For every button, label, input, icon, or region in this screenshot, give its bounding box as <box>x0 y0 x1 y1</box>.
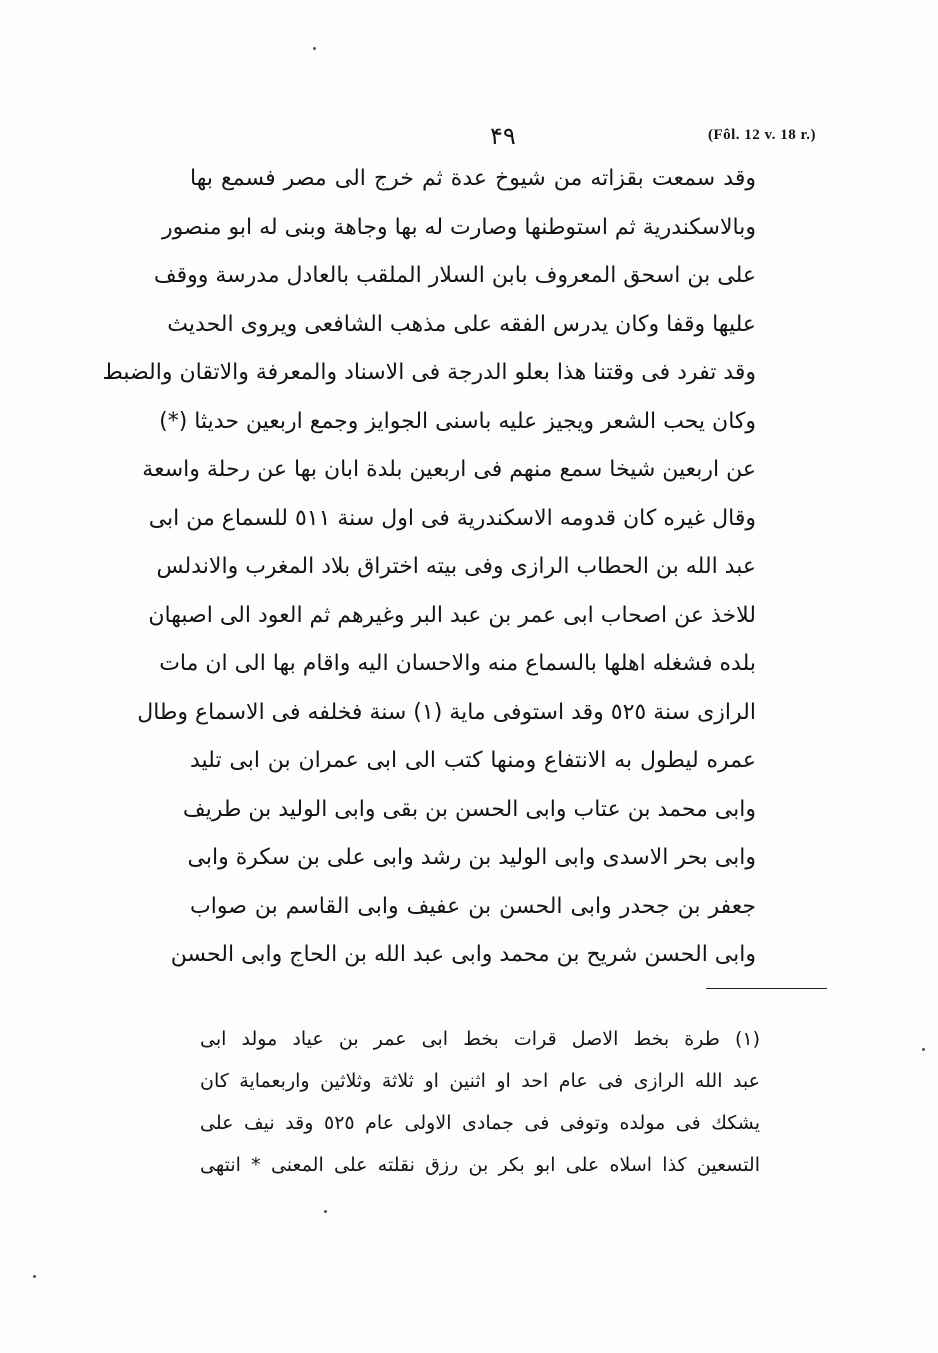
page-number: ۴۹ <box>490 122 516 150</box>
paper-speck <box>324 1210 327 1213</box>
text-line: وابى بحر الاسدى وابى الوليد بن رشد وابى على بن سكرة وابى <box>187 845 756 870</box>
folio-reference: (Fôl. 12 v. 18 r.) <box>707 127 816 143</box>
main-text-block <box>102 155 756 980</box>
footnote-line: عبد الله الرازى فى عام احد او اثنين او ثلاثة وثلاثين واربعماية كان <box>200 1070 760 1092</box>
paper-speck <box>313 47 316 50</box>
text-line: وقال غيره كان قدومه الاسكندرية فى اول سنة ٥١١ للسماع من ابى <box>148 505 756 531</box>
text-line: عبد الله بن الحطاب الرازى وفى بيته اختراق بلاد المغرب والاندلس <box>156 554 756 579</box>
footnote-line: (١) طرة بخط الاصل قرات بخط ابى عمر بن عياد مولد ابى <box>200 1028 760 1050</box>
footnote-line: التسعين كذا اسلاه على ابو بكر بن رزق نقلته على المعنى * انتهى <box>200 1154 760 1176</box>
text-line: الرازى سنة ٥٢٥ وقد استوفى ماية (١) سنة فخلفه فى الاسماع وطال <box>137 699 756 725</box>
text-line: وقد سمعت بقزاته من شيوخ عدة ثم خرج الى مصر فسمع بها <box>190 166 756 191</box>
text-line: للاخذ عن اصحاب ابى عمر بن عبد البر وغيرهم ثم العود الى اصبهان <box>148 602 756 628</box>
text-line: على بن اسحق المعروف بابن السلار الملقب بالعادل مدرسة ووقف <box>153 263 756 288</box>
footnote-separator <box>706 988 827 989</box>
text-line: جعفر بن جحدر وابى الحسن بن عفيف وابى القاسم بن صواب <box>190 893 756 919</box>
text-line: عمره ليطول به الانتفاع ومنها كتب الى ابى عمران بن ابى تليد <box>190 748 756 773</box>
paper-speck <box>922 1048 925 1051</box>
text-line: عن اربعين شيخا سمع منهم فى اربعين بلدة ابان بها عن رحلة واسعة <box>142 457 756 482</box>
text-line: بلده فشغله اهلها بالسماع منه والاحسان اليه واقام بها الى ان مات <box>159 651 756 676</box>
text-line: عليها وقفا وكان يدرس الفقه على مذهب الشافعى ويروى الحديث <box>167 311 756 337</box>
text-line: وكان يحب الشعر ويجيز عليه باسنى الجوايز وجمع اربعين حديثا (*) <box>159 408 756 434</box>
text-line: وبالاسكندرية ثم استوطنها وصارت له بها وجاهة وبنى له ابو منصور <box>162 214 756 240</box>
footnote-line: يشكك فى مولده وتوفى فى جمادى الاولى عام ٥٢٥ وقد نيف على <box>200 1112 760 1134</box>
footnote-block <box>200 1018 760 1186</box>
text-line: وابى الحسن شريح بن محمد وابى عبد الله بن الحاج وابى الحسن <box>170 942 756 967</box>
paper-speck <box>33 1275 36 1278</box>
text-line: وابى محمد بن عتاب وابى الحسن بن بقى وابى الوليد بن طريف <box>182 796 756 822</box>
text-line: وقد تفرد فى وقتنا هذا بعلو الدرجة فى الاسناد والمعرفة والاتقان والضبط <box>102 360 756 385</box>
